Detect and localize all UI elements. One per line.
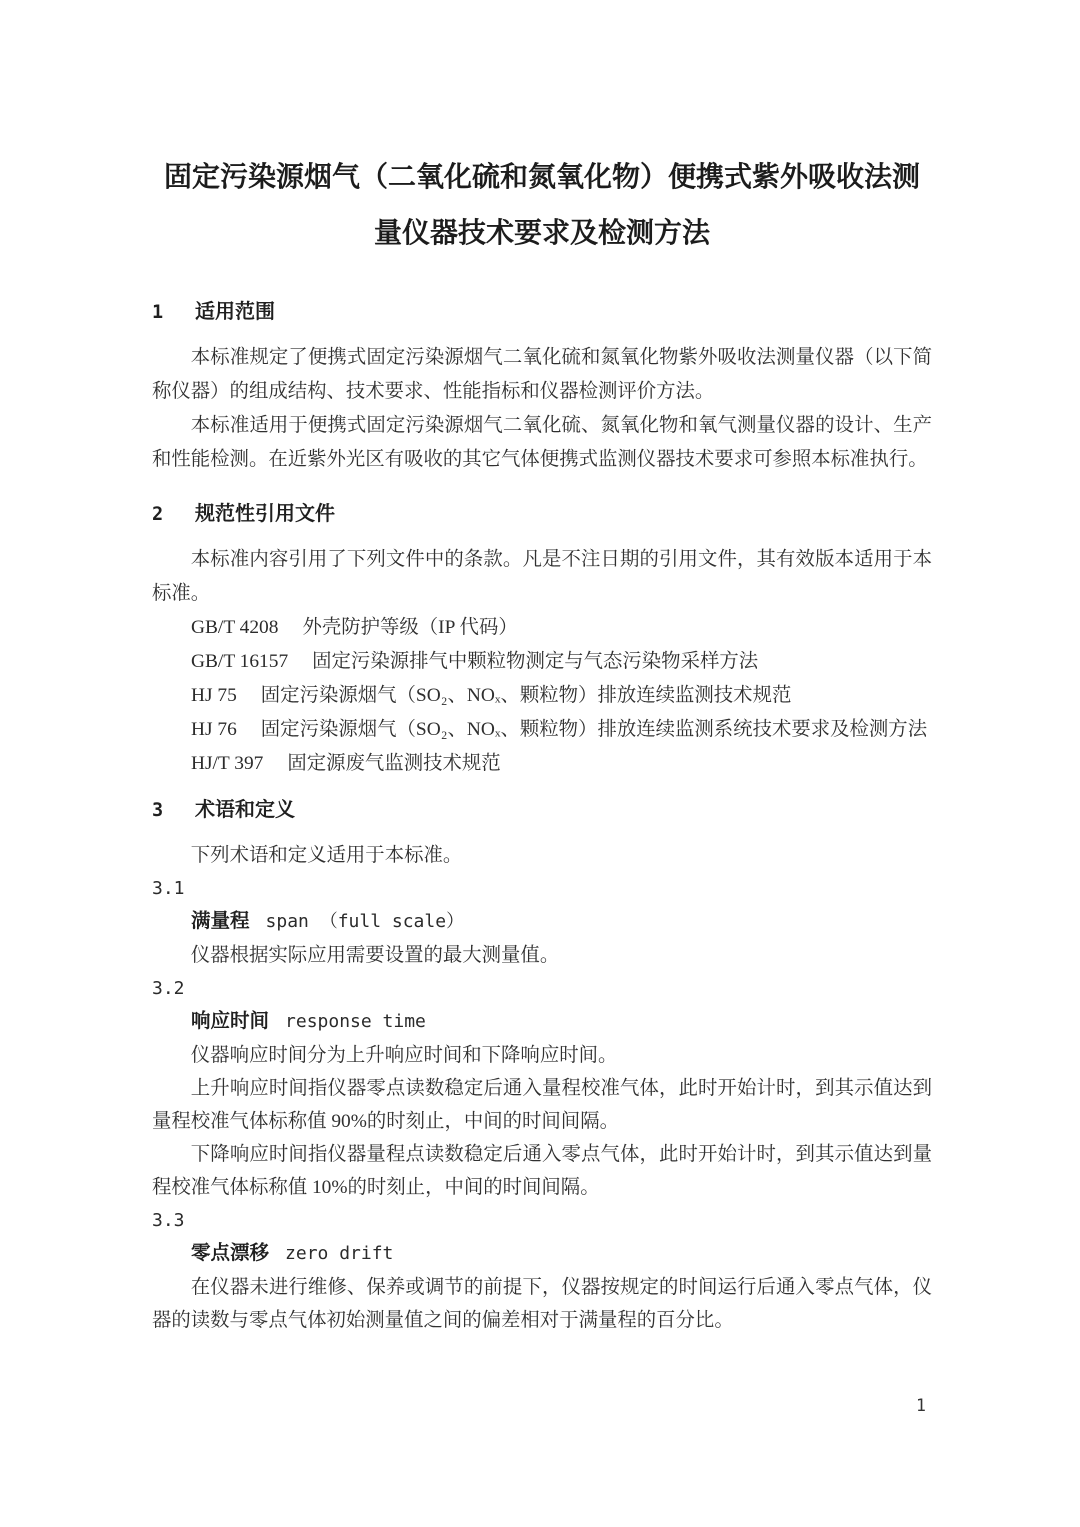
reference-item: [152, 713, 932, 747]
term-id-3-3: 3.3: [152, 1210, 185, 1231]
section-3-number: 3: [152, 800, 164, 821]
document-content: [152, 0, 932, 1337]
scope-paragraph-2: 本标准适用于便携式固定污染源烟气二氧化硫、氮氧化物和氧气测量仪器的设计、生产和性能检测。在近紫外光区有吸收的其它气体便携式监测仪器技术要求可参照本标准执行。: [152, 415, 932, 470]
section-2-number: 2: [152, 504, 164, 525]
term-name-zh: 零点漂移: [191, 1242, 270, 1264]
reference-code: GB/T 4208: [191, 617, 279, 638]
term-heading-zero-drift: [152, 1237, 932, 1271]
reference-title: 固定污染源烟气（SO₂、NOₓ、颗粒物）排放连续监测技术规范: [260, 685, 792, 706]
reference-item: [152, 679, 932, 713]
term-definition: 在仪器未进行维修、保养或调节的前提下，仪器按规定的时间运行后通入零点气体，仪器的读数与零点气体初始测量值之间的偏差相对于满量程的百分比。: [152, 1277, 932, 1331]
section-3-heading: [152, 793, 932, 829]
section-1-title: 适用范围: [195, 301, 275, 323]
term-definition: 下降响应时间指仪器量程点读数稳定后通入零点气体，此时开始计时，到其示值达到量程校准气体标称值 10%的时刻止，中间的时间间隔。: [152, 1144, 932, 1198]
term-id-3-2: 3.2: [152, 978, 185, 999]
reference-title: 固定源废气监测技术规范: [287, 753, 501, 774]
term-id-3-1: 3.1: [152, 878, 185, 899]
reference-title: 外壳防护等级（IP 代码）: [302, 617, 518, 638]
term-name-en: zero drift: [285, 1243, 394, 1264]
section-3-title: 术语和定义: [195, 799, 295, 821]
reference-code: HJ/T 397: [191, 753, 264, 774]
reference-code: HJ 76: [191, 719, 237, 740]
title-line-1: 固定污染源烟气（二氧化硫和氮氧化物）便携式紫外吸收法测: [163, 161, 920, 192]
reference-title: 固定污染源烟气（SO₂、NOₓ、颗粒物）排放连续监测系统技术要求及检测方法: [260, 719, 928, 740]
term-heading-full-scale: [152, 905, 932, 939]
reference-item: [152, 747, 932, 781]
term-name-zh: 满量程: [191, 910, 250, 932]
section-normative-references: [152, 497, 932, 781]
term-definition: 仪器响应时间分为上升响应时间和下降响应时间。: [190, 1045, 618, 1066]
page-number: 1: [916, 1396, 926, 1415]
section-1-heading: [152, 295, 932, 331]
section-terms-and-definitions: [152, 793, 932, 1337]
term-definition: 仪器根据实际应用需要设置的最大测量值。: [190, 945, 560, 966]
reference-item: [152, 645, 932, 679]
reference-item: [152, 611, 932, 645]
section-scope: [152, 295, 932, 477]
title-line-2: 量仪器技术要求及检测方法: [373, 217, 710, 248]
term-name-zh: 响应时间: [191, 1010, 270, 1032]
document-title: [152, 149, 932, 261]
references-intro-paragraph: 本标准内容引用了下列文件中的条款。凡是不注日期的引用文件，其有效版本适用于本标准。: [152, 549, 932, 604]
term-name-en: response time: [285, 1011, 426, 1032]
reference-title: 固定污染源排气中颗粒物测定与气态污染物采样方法: [312, 651, 759, 672]
term-name-en: span （full scale）: [265, 911, 465, 932]
reference-code: GB/T 16157: [191, 651, 289, 672]
term-definition: 上升响应时间指仪器零点读数稳定后通入量程校准气体，此时开始计时，到其示值达到量程校准气体标称值 90%的时刻止，中间的时间间隔。: [152, 1078, 932, 1132]
term-heading-response-time: [152, 1005, 932, 1039]
section-2-title: 规范性引用文件: [195, 503, 335, 525]
reference-code: HJ 75: [191, 685, 237, 706]
scope-paragraph-1: 本标准规定了便携式固定污染源烟气二氧化硫和氮氧化物紫外吸收法测量仪器（以下简称仪器）的组成结构、技术要求、性能指标和仪器检测评价方法。: [152, 347, 932, 402]
section-1-number: 1: [152, 302, 164, 323]
section-2-heading: [152, 497, 932, 533]
terms-intro-paragraph: 下列术语和定义适用于本标准。: [190, 845, 463, 866]
